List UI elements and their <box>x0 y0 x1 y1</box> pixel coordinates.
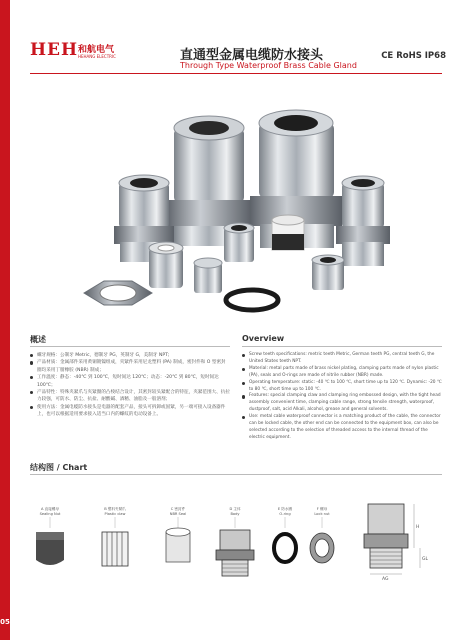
logo-mark: HEH <box>30 40 79 60</box>
page-title-chinese: 直通型金属电缆防水接头 <box>180 48 324 63</box>
overview-chinese-title: 概述 <box>30 335 46 344</box>
gland-small-right <box>312 255 344 290</box>
list-item: Features: special clamping claw and clamping ring embossed design, with the tight head assembly convenient time, clamping cable range, strong tensile strength, waterproof, dustproof, salt, acid Alkali, alcohol, grease and general solvents. <box>242 393 442 414</box>
part-label-a: A 直接螺母 <box>41 507 59 511</box>
chart-section-rule <box>30 474 442 475</box>
part-label-d: D 主体 <box>229 507 241 511</box>
part-sealing-nut <box>36 532 64 565</box>
lock-nut <box>84 281 152 305</box>
list-item: 产品材质：金属部件采用黄铜镀镍组成，夹紧件采用尼龙塑料 (PA) 制成，密封件和 O 型密封圈均采用丁腈橡胶 (NBR) 制成； <box>30 359 230 374</box>
overview-english-list <box>242 352 442 442</box>
gland-small-center <box>224 223 254 262</box>
list-item: Operating temperature: static: -40 ℃ to 100 ℃, short time up to 120 ℃. Dynamic: -20 ℃ to 80 ℃, short time up to 100 ℃. <box>242 380 442 394</box>
part-label-f-en: Lock nut <box>314 512 330 516</box>
logo-chinese-name: 和航电气 <box>78 45 115 55</box>
certification-marks: CE RoHS IP68 <box>381 51 446 61</box>
part-label-f: F 螺母 <box>316 507 328 511</box>
overview-chinese-list <box>30 352 230 419</box>
page-side-strip <box>0 0 10 640</box>
part-body <box>216 530 254 576</box>
part-label-b-en: Plastic claw <box>104 512 126 516</box>
white-seal-insert <box>272 215 304 250</box>
part-nbr-seal <box>166 528 190 562</box>
dimension-h: H <box>416 525 420 530</box>
logo-english-name: HEHANG ELECTRIC <box>78 54 116 59</box>
assembled-gland-drawing <box>364 504 428 582</box>
list-item: Screw teeth specifications: metric teeth Metric, German teeth PG, central teeth G, the United States teeth NPT. <box>242 352 442 366</box>
header-divider <box>30 73 442 74</box>
list-item: 产品特性：特殊夹紧爪与夹紧圈的凸棱结合设计，其密封较头紧配合的特征，夹紧范围大、抗拉力较强，可防水、防尘、抗盐、耐酸碱、酒精、油脂及一般溶剂； <box>30 389 230 404</box>
gland-medium-right <box>336 176 390 266</box>
part-plastic-claw <box>102 532 128 566</box>
gland-disassembled-parts <box>149 242 222 293</box>
page-title-english: Through Type Waterproof Brass Cable Gland <box>180 61 357 70</box>
leader-lines <box>50 517 322 528</box>
list-item: 使用方法：金属电缆防水接头是电器的配套产品，接头可拆卸或固紧，另一端可接入设备器件上，也可以根据适用要求接入适当口内的螺纹的电动设备上。 <box>30 404 230 419</box>
list-item: Material: metal parts made of brass nickel plating, clamping parts made of nylon plastic (PA), seals and O-rings are made of nitrile rubber (NBR) made. <box>242 366 442 380</box>
product-photo <box>24 88 444 328</box>
part-label-d-en: Body <box>230 512 240 516</box>
page-header <box>30 40 450 70</box>
part-label-c-en: NBR Seal <box>169 512 187 516</box>
part-label-a-en: Sealing Nut <box>39 512 61 516</box>
overview-chinese-rule <box>30 346 230 347</box>
brand-logo <box>30 40 116 60</box>
chart-section-title: 结构图 / Chart <box>30 463 88 472</box>
part-label-e-en: O-ring <box>279 512 291 516</box>
list-item: Use: metal cable waterproof connector is a matching product of the cable, the connector can be locked cable, the other end can be connected to the equipment box, can also be selected according to the selection of threaded access to the internal thread of the electric equipment. <box>242 414 442 442</box>
dimension-ag: AG <box>382 577 389 582</box>
o-ring <box>226 290 278 310</box>
part-label-e: E 防水圈 <box>277 507 293 511</box>
list-item: 螺牙规格：公制牙 Metric，德制牙 PG，英制牙 G，美制牙 NPT; <box>30 352 230 359</box>
overview-english-rule <box>242 346 442 347</box>
part-label-c: C 密封件 <box>170 507 186 511</box>
overview-english-title: Overview <box>242 334 285 343</box>
structure-diagram <box>30 480 440 590</box>
dimension-gl: GL <box>422 557 428 562</box>
page-number: 05 <box>0 618 10 626</box>
part-lock-nut <box>310 533 334 563</box>
list-item: 工作温度：静态：-40℃ 到 100℃，短时间达 120℃；动态：-20℃ 到 80℃，短时间达 100℃； <box>30 374 230 389</box>
part-o-ring <box>274 534 296 562</box>
part-label-b: B 塑料夹紧爪 <box>104 507 126 511</box>
